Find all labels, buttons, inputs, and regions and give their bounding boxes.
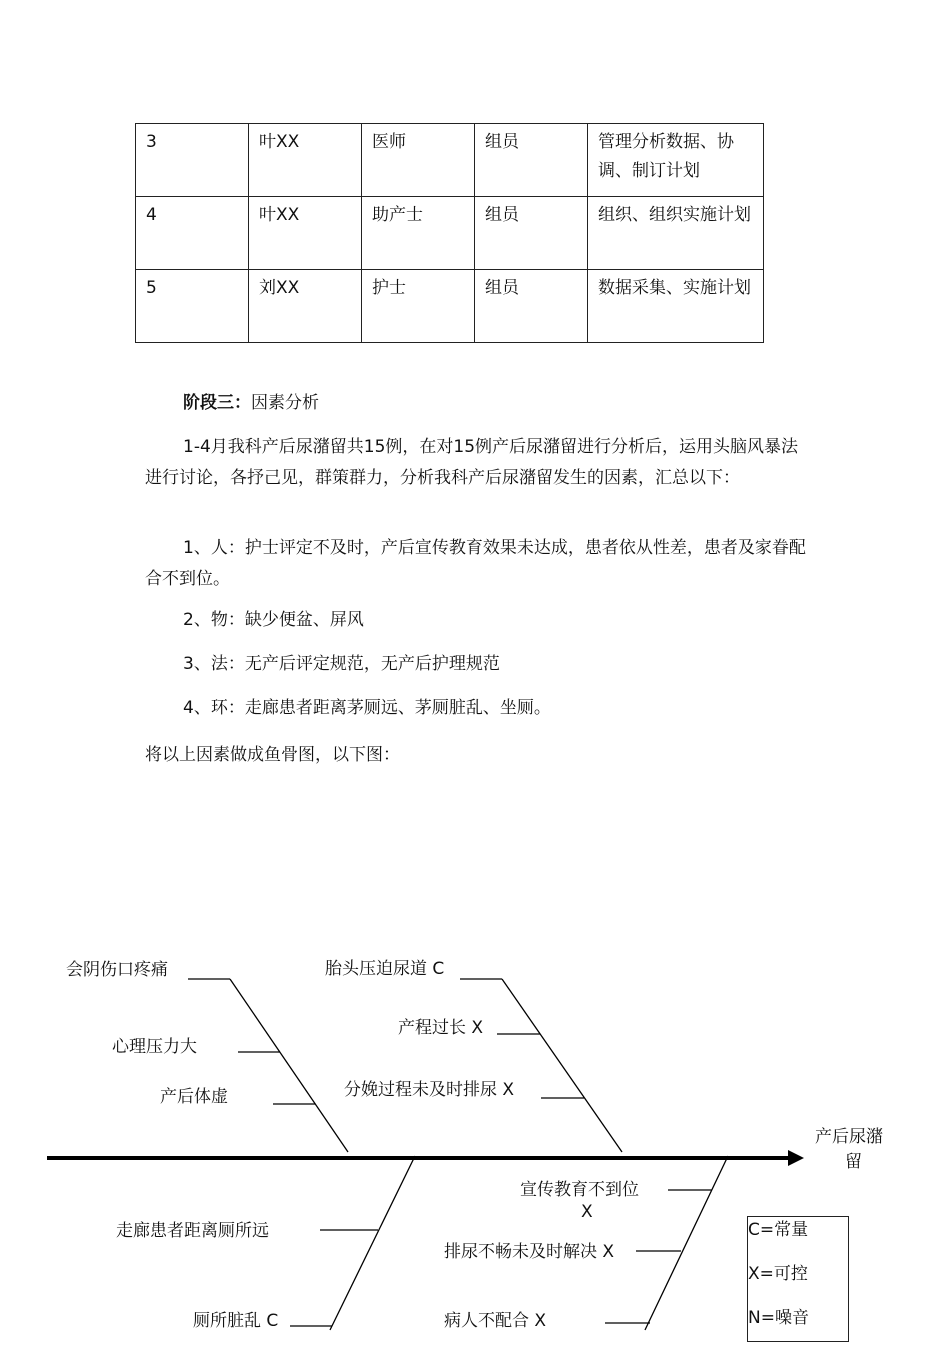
cause-label: 胎头压迫尿道 C [325, 959, 445, 979]
table-cell: 3 [136, 124, 249, 197]
table-row [136, 124, 764, 197]
table-cell: 医师 [362, 124, 475, 197]
bone-line [230, 979, 348, 1152]
cause-label: 病人不配合 X [444, 1311, 547, 1331]
table-row [136, 197, 764, 270]
table-cell: 组员 [475, 270, 588, 343]
effect-label: 产后尿潴 [815, 1127, 883, 1147]
cause-label: 产后体虚 [160, 1087, 228, 1107]
factor-item: 4、环：走廊患者距离茅厕远、茅厕脏乱、坐厕。 [183, 698, 551, 718]
cause-label: 走廊患者距离厕所远 [116, 1221, 269, 1241]
section-heading-text: 因素分析 [251, 393, 319, 413]
bone-line [330, 1156, 415, 1330]
table-cell: 刘XX [249, 270, 362, 343]
factor-item: 1、人：护士评定不及时，产后宣传教育效果未达成，患者依从性差，患者及家眷配合不到位。 [145, 538, 806, 589]
table-cell: 组员 [475, 197, 588, 270]
effect-label: 留 [845, 1152, 862, 1172]
cause-label: 排尿不畅未及时解决 X [444, 1242, 615, 1262]
table-cell: 5 [136, 270, 249, 343]
section-heading-bold: 阶段三： [183, 393, 251, 413]
table-cell: 管理分析数据、协调、制订计划 [588, 124, 764, 197]
legend-item: X=可控 [748, 1264, 808, 1284]
cause-label: 会阴伤口疼痛 [66, 960, 168, 980]
table-cell: 组员 [475, 124, 588, 197]
cause-label: 宣传教育不到位 [520, 1180, 639, 1200]
legend-item: N=噪音 [748, 1308, 809, 1328]
team-table [135, 123, 764, 343]
table-cell: 4 [136, 197, 249, 270]
table-cell: 护士 [362, 270, 475, 343]
table-cell: 助产士 [362, 197, 475, 270]
section-heading [145, 388, 810, 419]
cause-label: X [581, 1202, 593, 1222]
table-cell: 数据采集、实施计划 [588, 270, 764, 343]
intro-paragraph: 1-4月我科产后尿潴留共15例，在对15例产后尿潴留进行分析后，运用头脑风暴法进行讨论，各抒己见，群策群力，分析我科产后尿潴留发生的因素，汇总以下： [145, 437, 799, 488]
legend-item: C=常量 [748, 1220, 809, 1240]
legend-box [747, 1216, 849, 1342]
cause-label: 分娩过程未及时排尿 X [344, 1080, 515, 1100]
cause-label: 产程过长 X [398, 1018, 484, 1038]
cause-label: 心理压力大 [112, 1037, 197, 1057]
conclusion-paragraph: 将以上因素做成鱼骨图，以下图： [145, 745, 400, 765]
factor-item: 3、法：无产后评定规范，无产后护理规范 [183, 654, 500, 674]
bone-line [502, 979, 622, 1152]
table-cell: 叶XX [249, 197, 362, 270]
table-row [136, 270, 764, 343]
table-cell: 叶XX [249, 124, 362, 197]
factor-item: 2、物：缺少便盆、屏风 [183, 610, 364, 630]
cause-label: 厕所脏乱 C [193, 1311, 279, 1331]
bone-line [645, 1156, 728, 1330]
table-cell: 组织、组织实施计划 [588, 197, 764, 270]
arrow-head-icon [788, 1150, 804, 1166]
